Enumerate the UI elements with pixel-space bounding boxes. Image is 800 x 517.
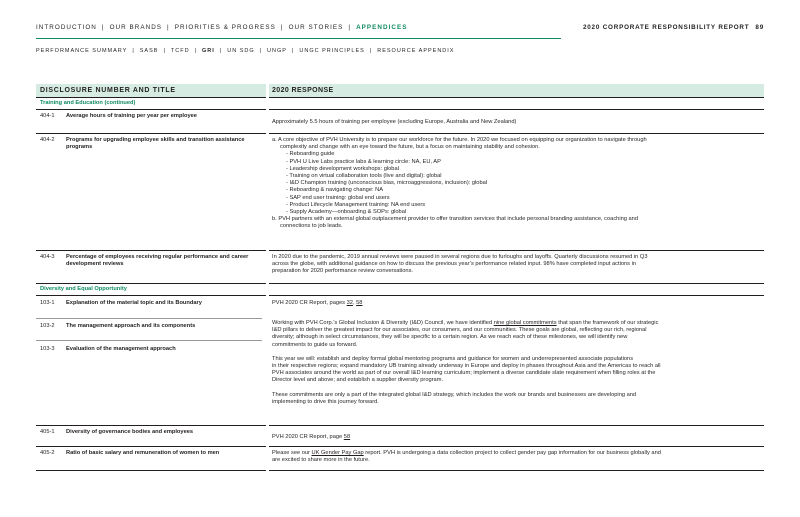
nav-separator: |: [280, 24, 284, 31]
disclosure-title: Average hours of training per year per employee: [66, 113, 197, 119]
response-line: complexity and change with an eye toward the future, but a focus on maintaining stability and cohesion.: [280, 144, 540, 151]
list-item: - Reboarding & navigating change: NA: [286, 187, 384, 194]
disclosure-response: [272, 300, 762, 307]
header-2020-response: 2020 RESPONSE: [269, 84, 764, 97]
section-diversity-equal-opportunity: Diversity and Equal Opportunity: [40, 286, 127, 292]
response-line: I&D pillars to deliver the greatest impact for our associates, our consumers, and our communities. These goals are global, reflecting our rich, regional: [272, 327, 647, 334]
disclosure-title: Percentage of employees receiving regular performance and career development reviews: [66, 254, 249, 268]
disclosure-number: 404-2: [40, 137, 55, 143]
row-divider: [36, 109, 764, 110]
top-navigation: [36, 24, 764, 36]
response-line: These commitments are only a part of the integrated global I&D strategy, which includes the work our brands and businesses are developing and: [272, 391, 637, 398]
subnav-separator: |: [132, 48, 135, 54]
nav-appendices[interactable]: APPENDICES: [356, 24, 408, 31]
subnav-separator: |: [291, 48, 295, 54]
subnav-un-sdg[interactable]: UN SDG: [227, 48, 255, 54]
sub-navigation: [36, 48, 454, 54]
nav-separator: |: [101, 24, 105, 31]
response-text: report. PVH is undergoing a data collection project to collect gender pay gap information for our business globally and: [363, 450, 661, 456]
subnav-separator: |: [259, 48, 263, 54]
disclosure-title: The management approach and its components: [66, 323, 196, 329]
report-title: 2020 CORPORATE RESPONSIBILITY REPORT: [582, 24, 750, 31]
top-nav-divider: [36, 38, 561, 39]
disclosure-response: [272, 254, 762, 276]
subnav-separator: |: [163, 48, 166, 54]
response-line: b. PVH partners with an external global outplacement provider to offer transition services that include personal branding assistance, coaching and: [272, 216, 639, 223]
list-item: - Supply Academy—onboarding & SOPs: global: [286, 209, 407, 216]
nav-our-stories[interactable]: OUR STORIES: [288, 24, 344, 31]
disclosure-number: 405-1: [40, 429, 55, 435]
response-line: connections to job leads.: [280, 223, 343, 230]
gender-pay-gap-link[interactable]: UK Gender Pay Gap: [311, 450, 364, 456]
disclosure-response: [272, 434, 762, 441]
page-link[interactable]: 58: [356, 300, 363, 306]
list-item: - I&D Champion training (unconscious bias, microaggressions, inclusion): global: [286, 180, 488, 187]
subnav-ungp[interactable]: UNGP: [267, 48, 287, 54]
response-line: [272, 320, 762, 327]
disclosure-title: Programs for upgrading employee skills and transition assistance programs: [66, 137, 245, 151]
response-line: This year we will: establish and deploy formal global mentoring programs and guidance for women and underrepresented associate populations: [272, 355, 634, 362]
response-line: a. A core objective of PVH University is to prepare our workforce for the future. In 2020 we focused on equipping our organization to navigate through: [272, 137, 647, 143]
gri-disclosure-table: [36, 84, 764, 464]
disclosure-number: 404-3: [40, 254, 55, 260]
disclosure-response: [272, 450, 762, 464]
subnav-resource-appendix[interactable]: RESOURCE APPENDIX: [377, 48, 455, 54]
subnav-separator: |: [219, 48, 223, 54]
disclosure-title: Explanation of the material topic and its Boundary: [66, 300, 202, 306]
header-disclosure-title: DISCLOSURE NUMBER AND TITLE: [36, 84, 266, 97]
response-line: Director level and above; and establish a supplier diversity program.: [272, 377, 444, 384]
disclosure-number: 405-2: [40, 450, 55, 456]
response-line: in their respective regions; expand mandatory UB training already underway in Europe and deploy in phases throughout Asia and the Americas to reach all: [272, 363, 661, 370]
page-number: 89: [755, 24, 764, 31]
response-text: PVH 2020 CR Report, page: [272, 434, 344, 440]
list-item: - SAP end user training: global end users: [286, 194, 390, 201]
response-line: preparation for 2020 performance review conversations.: [272, 268, 413, 275]
response-text: that span the framework of our strategic: [556, 320, 659, 326]
nav-separator: |: [348, 24, 352, 31]
subnav-separator: |: [369, 48, 373, 54]
response-text: Please see our: [272, 450, 312, 456]
subnav-tcfd[interactable]: TCFD: [170, 48, 190, 54]
disclosure-response: [272, 320, 762, 406]
row-divider: [36, 446, 764, 447]
row-divider: [36, 340, 262, 341]
response-line: across the globe, with additional guidance on how to discuss the previous year’s performance related input. 98% have completed input actions in: [272, 261, 637, 268]
subnav-separator: |: [194, 48, 197, 54]
page-link[interactable]: 58: [343, 434, 351, 440]
disclosure-number: 103-1: [40, 300, 55, 306]
column-gutter: [266, 84, 269, 471]
table-header: [36, 84, 764, 98]
paragraph-gap: [272, 349, 762, 356]
disclosure-number: 103-2: [40, 323, 55, 329]
disclosure-title: Ratio of basic salary and remuneration of women to men: [66, 450, 220, 456]
list-item: - Training on virtual collaboration tools (live and digital): global: [286, 173, 442, 180]
disclosure-response: [272, 137, 762, 231]
subnav-ungc-principles[interactable]: UNGC PRINCIPLES: [299, 48, 365, 54]
row-divider: [36, 295, 764, 296]
page-link[interactable]: 32: [346, 300, 353, 306]
response-line: implementing to drive this journey forward.: [272, 398, 379, 405]
row-divider: [36, 425, 764, 426]
row-divider: [36, 133, 764, 134]
report-header: [583, 24, 764, 31]
top-nav-items: [36, 24, 408, 31]
response-text: ,: [352, 300, 357, 306]
list-item: - Leadership development workshops: global: [286, 165, 399, 172]
disclosure-response: Approximately 5.5 hours of training per employee (excluding Europe, Australia and New Zealand): [272, 119, 517, 125]
response-line: PVH associates around the world as part of our overall I&D learning curriculum; implement a diverse candidate slate requirement when filling roles at the: [272, 370, 656, 377]
paragraph-gap: [272, 385, 762, 392]
nav-our-brands[interactable]: OUR BRANDS: [109, 24, 163, 31]
response-text: Working with PVH Corp.’s Global Inclusion & Diversity (I&D) Council, we have identified: [272, 320, 494, 326]
response-line: commitments to guide us forward.: [272, 341, 358, 348]
response-text: PVH 2020 CR Report, pages: [272, 300, 347, 306]
nav-separator: |: [167, 24, 170, 31]
row-divider: [36, 470, 764, 471]
row-divider: [36, 250, 764, 251]
response-line: In 2020 due to the pandemic, 2019 annual reviews were paused in several regions due to furloughs and layoffs. Quarterly discussions resumed in Q3: [272, 254, 648, 260]
response-line: are excited to share more in the future.: [272, 457, 370, 464]
nav-introduction[interactable]: INTRODUCTION: [36, 24, 97, 31]
disclosure-title: Evaluation of the management approach: [66, 346, 176, 352]
row-divider: [36, 318, 262, 319]
list-item: - PVH U Live Labs practice labs & learning circle: NA, EU, AP: [286, 158, 441, 165]
response-line: diversity; although in select circumstances, they will be specific to a certain region. As we reach each of these milestones, we will identify new: [272, 334, 628, 341]
list-item: - Reboarding guide: [286, 151, 335, 158]
disclosure-title: Diversity of governance bodies and employees: [66, 429, 194, 435]
subnav-sasb[interactable]: SASB: [139, 48, 159, 54]
disclosure-number: 103-3: [40, 346, 55, 352]
commitments-link[interactable]: nine global commitments: [493, 320, 557, 326]
disclosure-number: 404-1: [40, 113, 55, 119]
section-training-education: Training and Education (continued): [40, 100, 136, 106]
row-divider: [36, 283, 764, 284]
list-item: - Product Lifecycle Management training: NA end users: [286, 201, 426, 208]
subnav-performance-summary[interactable]: PERFORMANCE SUMMARY: [36, 48, 128, 54]
subnav-gri[interactable]: GRI: [202, 48, 215, 54]
nav-priorities-progress[interactable]: PRIORITIES & PROGRESS: [174, 24, 276, 31]
response-line: [272, 450, 762, 457]
